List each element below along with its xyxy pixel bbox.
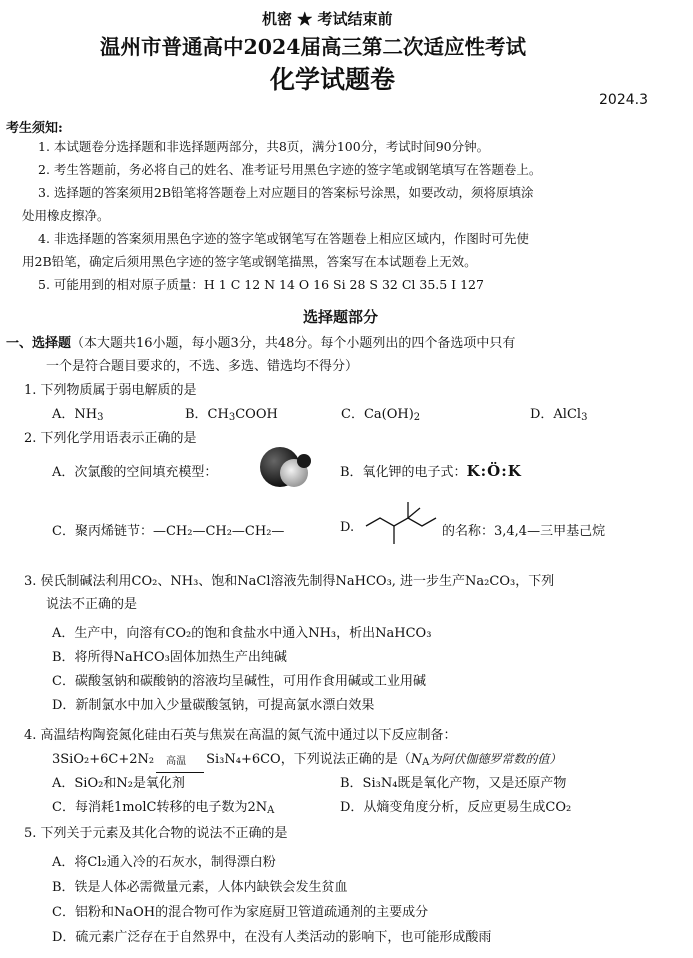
q4-option-b: B．Si₃N₄既是氧化产物，又是还原产物 — [340, 776, 567, 791]
exam-title: 温州市普通高中2024届高三第二次适应性考试 — [100, 35, 527, 59]
q3-option-c: C．碳酸氢钠和碳酸钠的溶液均呈碱性，可用作食用碱或工业用碱 — [52, 674, 426, 689]
q4-option-c: C．每消耗1molC转移的电子数为$2N_A$ — [52, 800, 275, 816]
q4-equation: 3SiO₂+6C+2N₂ 高温 Si₃N₄+6CO，下列说法正确的是（$N_A$为阿伏伽德罗常数的值） — [52, 748, 561, 768]
notice-item-4: 4. 非选择题的答案须用黑色字迹的签字笔或钢笔写在答题卷上相应区域内，作图时可先使 — [38, 231, 529, 246]
notice-item-2: 2. 考生答题前，务必将自己的姓名、准考证号用黑色字迹的签字笔或钢笔填写在答题卷上。 — [38, 162, 542, 177]
q3-stem: 3. 侯氏制碱法利用CO₂、NH₃、饱和NaCl溶液先制得NaHCO₃, 进一步生产Na₂CO₃，下列 — [24, 574, 555, 589]
q2-option-d-name: 的名称：3,4,4—三甲基己烷 — [442, 524, 606, 539]
q2-option-a: A．次氯酸的空间填充模型： — [52, 465, 218, 480]
q4-stem: 4. 高温结构陶瓷氮化硅由石英与焦炭在高温的氮气流中通过以下反应制备： — [24, 728, 457, 743]
q2-option-c: C．聚丙烯链节：—CH₂—CH₂—CH₂— — [52, 524, 285, 539]
q5-option-b: B．铁是人体必需微量元素，人体内缺铁会发生贫血 — [52, 880, 348, 895]
confidential-label: 机密 ★ 考试结束前 — [262, 10, 393, 28]
q3-stem-cont: 说法不正确的是 — [46, 597, 138, 612]
notice-item-5: 5. 可能用到的相对原子质量：H 1 C 12 N 14 O 16 Si 28 S 32 Cl 35.5 I 127 — [38, 277, 484, 292]
paper-title: 化学试题卷 — [270, 65, 396, 94]
q4-option-d: D．从熵变角度分析，反应更易生成CO₂ — [340, 800, 572, 815]
q1-option-c: C．$Ca(OH)_2$ — [341, 407, 421, 423]
q5-option-d: D．硫元素广泛存在于自然界中，在没有人类活动的影响下，也可能形成酸雨 — [52, 930, 492, 945]
notice-item-4-cont: 用2B铅笔，确定后须用黑色字迹的签字笔或钢笔描黑，答案写在本试题卷上无效。 — [22, 254, 477, 269]
q3-option-b: B．将所得NaHCO₃固体加热生产出纯碱 — [52, 650, 287, 665]
section-intro-cont: 一个是符合题目要求的，不选、多选、错选均不得分） — [46, 359, 359, 374]
section-intro — [6, 332, 515, 351]
section-title: 选择题部分 — [303, 308, 379, 326]
skeletal-formula-icon — [362, 500, 442, 548]
hclo-space-filling-model-icon — [252, 443, 314, 493]
section-intro-text: （本大题共16小题，每小题3分，共48分。每个小题列出的四个备选项中只有 — [71, 336, 516, 351]
q1-option-b: B．$CH_3COOH$ — [185, 407, 278, 423]
q1-option-d: D．AlCl$_3$ — [530, 407, 588, 423]
section-label: 一、选择题 — [6, 336, 72, 351]
q5-option-c: C．铝粉和NaOH的混合物可作为家庭厨卫管道疏通剂的主要成分 — [52, 905, 429, 920]
q1-option-a: A．$NH_3$ — [52, 407, 104, 423]
notice-item-3-cont: 处用橡皮擦净。 — [22, 208, 110, 223]
q2-option-b: B．氧化钾的电子式：K:Ö:K — [340, 462, 522, 480]
q3-option-d: D．新制氯水中加入少量碳酸氢钠，可提高氯水漂白效果 — [52, 698, 375, 713]
k2o-electron-formula: K:Ö:K — [466, 462, 522, 480]
q1-stem: 1. 下列物质属于弱电解质的是 — [24, 383, 197, 398]
q4-option-a: A．SiO₂和N₂是氧化剂 — [52, 776, 185, 791]
notice-heading: 考生须知: — [6, 121, 63, 136]
q5-stem: 5. 下列关于元素及其化合物的说法不正确的是 — [24, 826, 288, 841]
q3-option-a: A．生产中，向溶有CO₂的饱和食盐水中通入NH₃，析出NaHCO₃ — [52, 626, 432, 641]
notice-item-3: 3. 选择题的答案须用2B铅笔将答题卷上对应题目的答案标号涂黑，如要改动，须将原填涂 — [38, 185, 534, 200]
q2-stem: 2. 下列化学用语表示正确的是 — [24, 431, 197, 446]
exam-date: 2024.3 — [599, 92, 648, 108]
q2-option-d-label: D. — [340, 520, 355, 535]
q5-option-a: A．将Cl₂通入冷的石灰水，制得漂白粉 — [52, 855, 276, 870]
notice-item-1: 1. 本试题卷分选择题和非选择题两部分，共8页，满分100分，考试时间90分钟。 — [38, 139, 490, 154]
